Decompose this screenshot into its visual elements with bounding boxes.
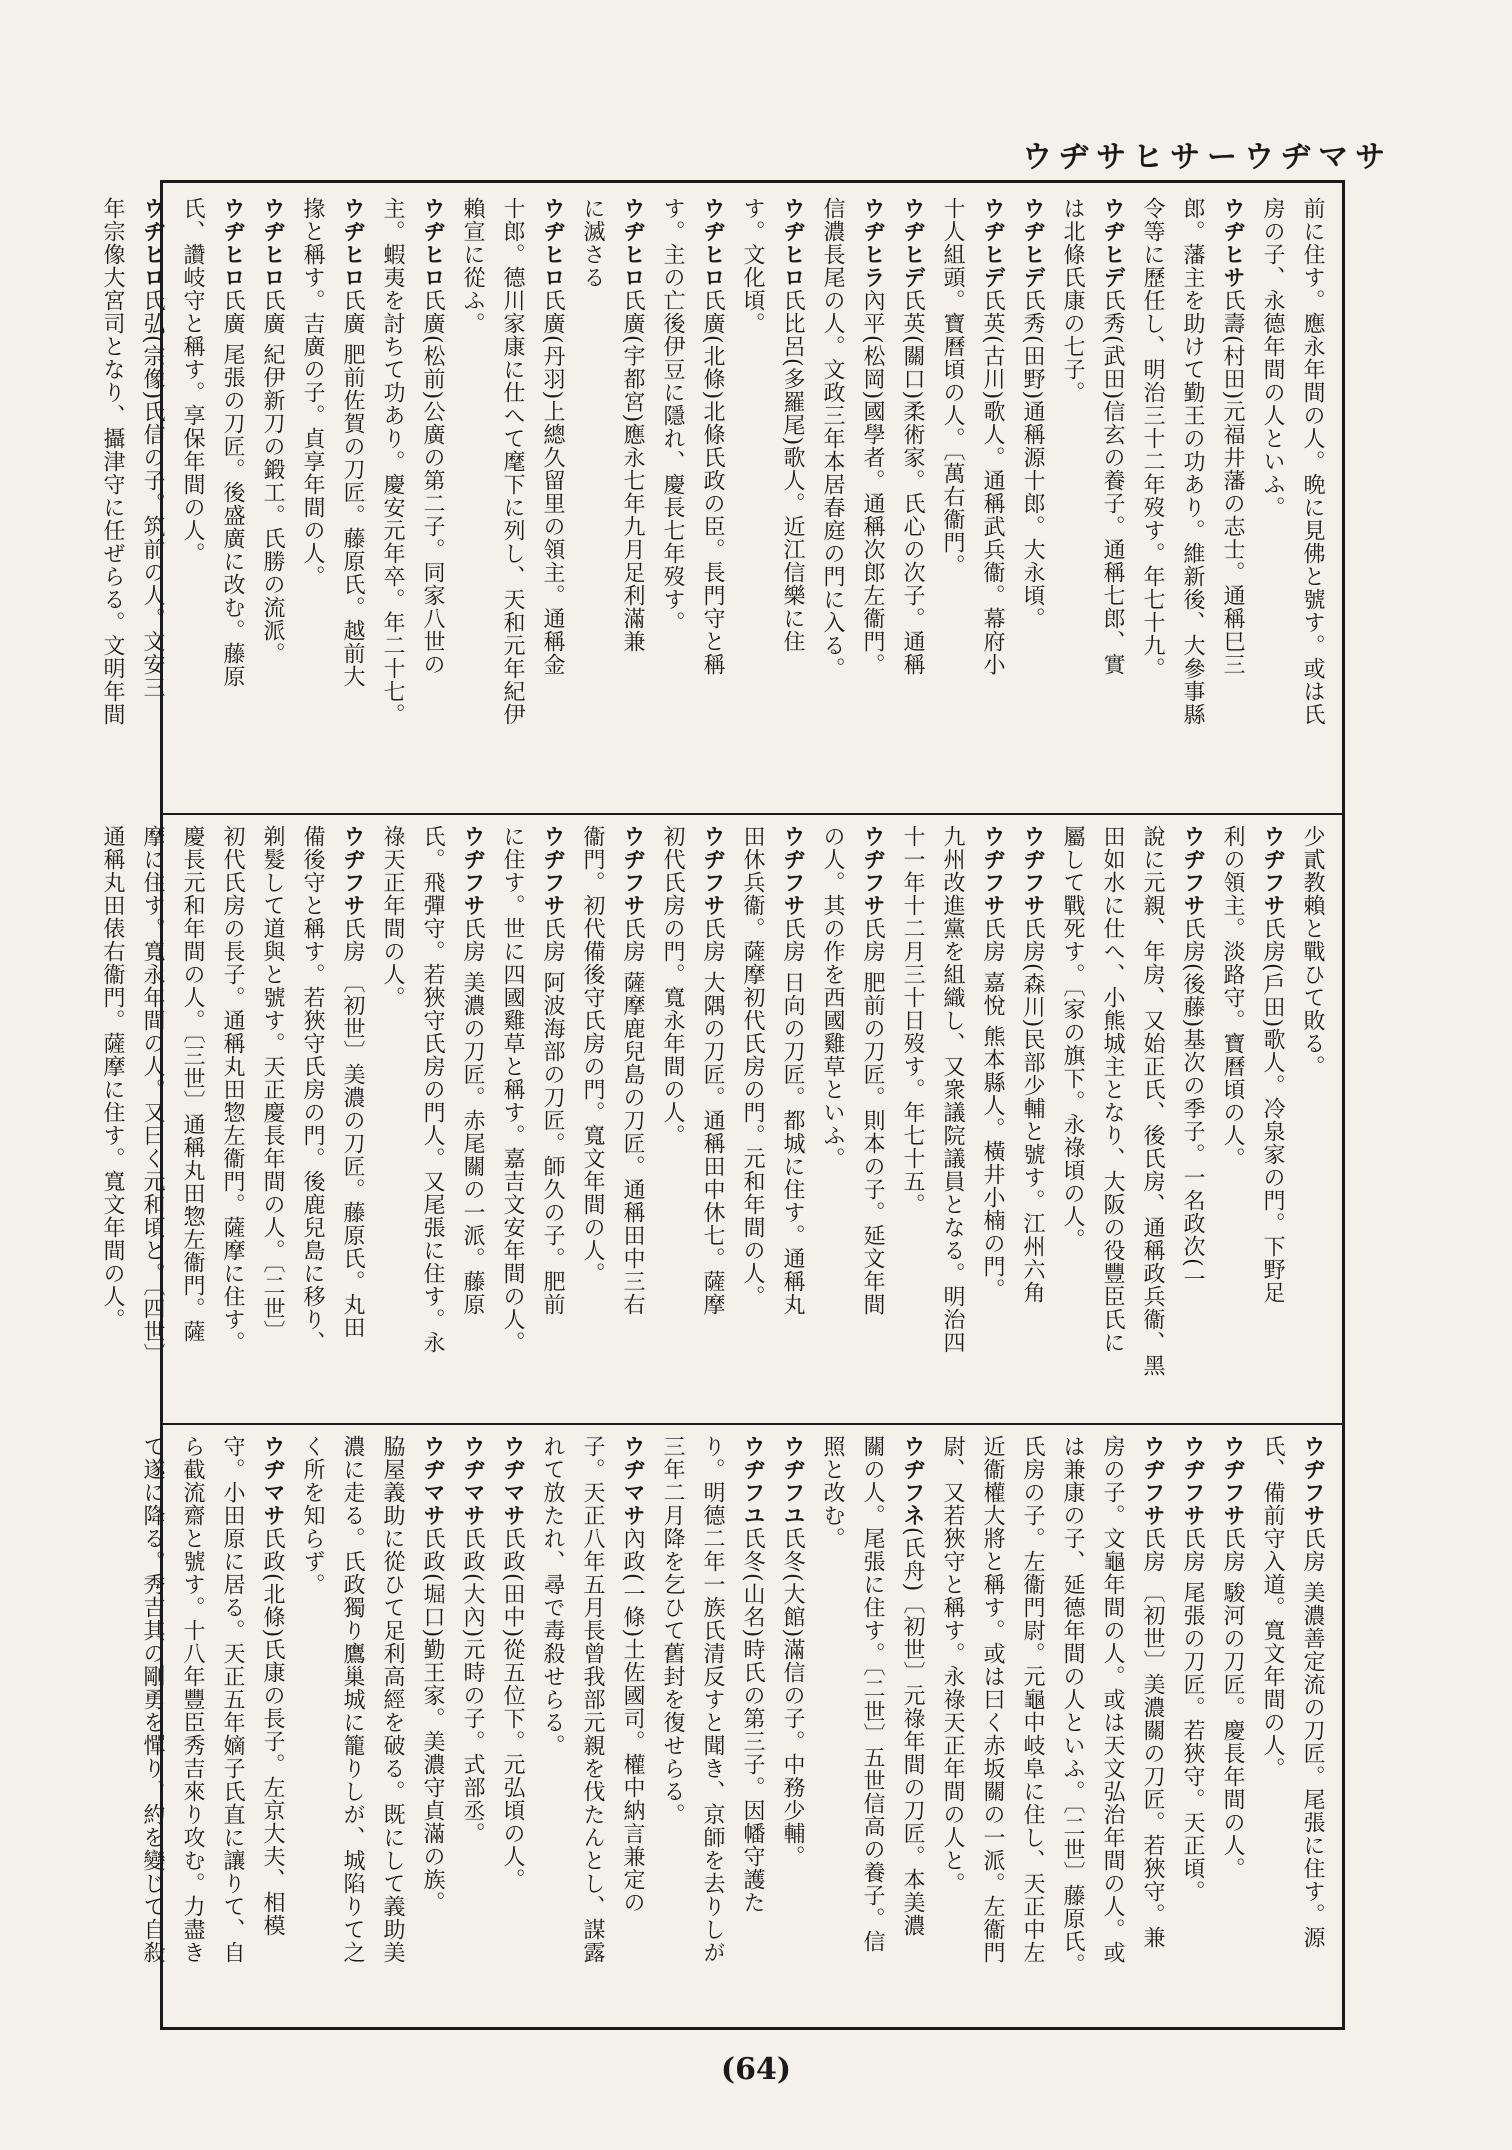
entry-reading: ウヂヒロ [540,197,565,289]
entry-column [534,197,570,801]
text-column [654,197,690,801]
section-divider [163,1423,1342,1425]
entry-text: 氏廣(松前)公廣の第二子。同家八世の [420,289,445,677]
text-column [974,1435,1010,2021]
entry-text: の人。其の作を西國雞草といふ。 [820,825,845,1170]
entry-reading: ウヂヒデ [1100,197,1125,289]
entry-text: 尉、又若狹守と稱す。永祿天正年間の人と。 [940,1435,965,1895]
entry-text: 氏比呂(多羅尾)歌人。近江信樂に住 [780,289,805,654]
entry-column [894,197,930,801]
entry-text: ら截流齋と號す。十八年豐臣秀吉來り攻む。力盡き [180,1435,205,1964]
entry-column [1134,1435,1170,2021]
entry-text: に滅さる [580,197,605,289]
entry-reading: ウヂフサ [1180,825,1205,917]
entry-text: 初代氏房の長子。通稱丸田惣左衞門。薩摩に住す。 [220,825,245,1354]
entry-column [734,1435,770,2021]
text-column [1054,825,1090,1411]
text-column [254,825,290,1411]
text-column [814,825,850,1411]
entry-column [1294,1435,1330,2021]
entry-text: 說に元親、年房、又始正氏、後氏房、通稱政兵衞、黑 [1140,825,1165,1377]
entry-text: 氏廣(丹羽)上總久留里の領主。通稱金 [540,289,565,677]
text-column [934,825,970,1411]
entry-reading: ウヂヒロ [140,197,165,289]
page-number: (64) [720,2052,792,2087]
text-column [1174,197,1210,801]
entry-column [974,197,1010,801]
entry-text: 房の子。文龜年間の人。或は天文弘治年間の人。或 [1100,1435,1125,1964]
entry-text: 慶長元和年間の人。〔三世〕通稱丸田惣左衞門。薩 [180,825,205,1343]
entry-column [1214,197,1250,801]
entry-text: (氏舟)〔初世〕元祿年間の刀匠。本美濃 [900,1527,925,1938]
entry-reading: ウヂフサ [860,825,885,917]
entry-reading: ウヂフサ [540,825,565,917]
entry-column [254,197,290,801]
entry-text: 令等に歷任し、明治三十二年歿す。年七十九。 [1140,197,1165,680]
entry-text: 氏政(田中)從五位下。元弘頃の人。 [500,1527,525,1892]
entry-text: 氏房(後藤)基次の季子。一名政次(一 [1180,917,1205,1291]
entry-text: 屬して戰死す。〔家の旗下。永祿頃の人。 [1060,825,1085,1251]
entry-text: 氏英(關口)柔術家。氏心の次子。通稱 [900,289,925,677]
entry-text: 初代氏房の門。寬永年間の人。 [660,825,685,1147]
entry-text: 氏房 日向の刀匠。都城に住す。通稱丸 [780,917,805,1316]
entry-text: 剃髮して道與と號す。天正慶長年間の人。〔二世〕 [260,825,285,1343]
text-column [574,825,610,1411]
text-column [494,197,530,801]
entry-column [454,825,490,1411]
text-column [854,1435,890,2021]
entry-reading: ウヂヒロ [260,197,285,289]
text-column [934,197,970,801]
entry-text: 房の子、永德年間の人といふ。 [1260,197,1285,519]
entry-reading: ウヂフサ [1140,1435,1165,1527]
entry-column [614,1435,650,2021]
entry-reading: ウヂヒロ [340,197,365,289]
entry-reading: ウヂヒロ [620,197,645,289]
entry-column [774,197,810,801]
entry-text: 氏房(森川)民部少輔と號す。江州六角 [1020,917,1045,1305]
text-column [814,197,850,801]
entry-reading: ウヂヒデ [900,197,925,289]
entry-column [534,825,570,1411]
entry-text: 氏房 嘉悅 熊本縣人。橫井小楠の門。 [980,917,1005,1301]
entry-column [1174,1435,1210,2021]
text-column [374,1435,410,2021]
entry-text: 氏冬(大館)滿信の子。中務少輔。 [780,1527,805,1869]
entry-text: 氏政(大內)元時の子。式部丞。 [460,1527,485,1846]
entry-reading: ウヂヒロ [780,197,805,289]
entry-text: 氏弘(宗像)氏信の子。筑前の人。文安三 [140,289,165,700]
running-head: ウヂサヒサーウヂマサ [1022,140,1392,175]
text-column [174,825,210,1411]
entry-text: 氏廣(宇都宮)應永七年九月足利滿兼 [620,289,645,654]
text-column [134,1435,170,2021]
entry-text: 近衞權大將と稱す。或は曰く赤坂關の一派。左衞門 [980,1435,1005,1964]
entry-text: 氏壽(村田)元福井藩の志士。通稱巳三 [1220,289,1245,677]
entry-text: 氏秀(武田)信玄の養子。通稱七郎、實 [1100,289,1125,677]
text-column [814,1435,850,2021]
entry-reading: ウヂヒサ [1220,197,1245,289]
entry-column [454,1435,490,2021]
entry-text: 氏房 美濃の刀匠。赤尾關の一派。藤原 [460,917,485,1316]
entry-reading: ウヂフサ [1180,1435,1205,1527]
entry-text: は兼康の子、延德年間の人といふ。〔二世〕藤原氏。 [1060,1435,1085,1976]
entry-reading: ウヂヒデ [1020,197,1045,289]
entry-text: 祿天正年間の人。 [380,825,405,1009]
text-column [294,1435,330,2021]
entry-text: 氏政(北條)氏康の長子。左京大夫、相模 [260,1527,285,1938]
entry-reading: ウヂマサ [620,1435,645,1527]
entry-reading: ウヂフサ [700,825,725,917]
entry-reading: ウヂフサ [1220,1435,1245,1527]
entry-text: 關の人。尾張に住す。〔二世〕五世信高の養子。信 [860,1435,885,1953]
entry-text: 照と改む。 [820,1435,845,1550]
entry-column [1094,197,1130,801]
text-column [334,1435,370,2021]
text-column [1294,825,1330,1411]
text-column [574,1435,610,2021]
text-column [654,1435,690,2021]
text-column [1094,825,1130,1411]
entry-text: す。文化頃。 [740,197,765,335]
entry-column [694,197,730,801]
entry-text: す。主の亡後伊豆に隱れ、慶長七年歿す。 [660,197,685,634]
entry-reading: ウヂフユ [740,1435,765,1527]
entry-text: 氏房 〔初世〕美濃關の刀匠。若狹守。兼 [1140,1527,1165,1949]
entry-text: 氏秀(田野)通稱源十郎。大永頃。 [1020,289,1045,631]
entry-text: 氏房 美濃善定流の刀匠。尾張に住す。源 [1300,1527,1325,1949]
entry-text: 郎。藩主を助けて勤王の功あり。維新後、大參事縣 [1180,197,1205,726]
text-column [374,197,410,801]
text-column [174,197,210,801]
entry-text: 備後守と稱す。若狹守氏房の門。後鹿兒島に移り、 [300,825,325,1354]
entry-text: 氏房 薩摩鹿兒島の刀匠。通稱田中三右 [620,917,645,1316]
entry-reading: ウヂフユ [780,1435,805,1527]
entry-reading: ウヂフネ [900,1435,925,1527]
text-column [934,1435,970,2021]
entry-text: に住す。世に四國雞草と稱す。嘉吉文安年間の人。 [500,825,525,1354]
entry-reading: ウヂフサ [1300,1435,1325,1527]
text-column [454,197,490,801]
entry-text: 氏冬(山名)時氏の第三子。因幡守護た [740,1527,765,1915]
text-column [294,197,330,801]
entry-column [854,825,890,1411]
entry-reading: ウヂヒラ [860,197,885,289]
entry-text: 氏。飛彈守。若狹守氏房の門人。又尾張に住す。永 [420,825,445,1354]
text-column [1254,197,1290,801]
entry-text: 十郎。德川家康に仕へて麾下に列し、天和元年紀伊 [500,197,525,726]
entry-text: 氏房の子。左衞門尉。元龜中岐阜に住し、天正中左 [1020,1435,1045,1964]
entry-column [414,1435,450,2021]
entry-reading: ウヂフサ [460,825,485,917]
text-column [894,825,930,1411]
entry-text: 氏房 〔初世〕美濃の刀匠。藤原氏。丸田 [340,917,365,1339]
entry-reading: ウヂフサ [980,825,1005,917]
entry-column [614,825,650,1411]
text-column [734,825,770,1411]
entry-reading: ウヂフサ [620,825,645,917]
text-column [694,1435,730,2021]
entry-reading: ウヂフサ [1260,825,1285,917]
entry-text: 氏、備前守入道。寬文年間の人。 [1260,1435,1285,1780]
text-column [1094,1435,1130,2021]
text-column [1014,1435,1050,2021]
entry-text: は北條氏康の七子。 [1060,197,1085,404]
entry-text: 氏廣 肥前佐賀の刀匠。藤原氏。越前大 [340,289,365,688]
entry-text: て遂に降る。秀吉其の剛勇を憚り、約を變じて自殺 [140,1435,165,1964]
entry-column [1014,825,1050,1411]
entry-text: 摩に住す。寬永年間の人。又曰く元和頃と。〔四世〕 [140,825,165,1366]
entry-column [334,197,370,801]
entry-text: 氏房(戶田)歌人。冷泉家の門。下野足 [1260,917,1285,1305]
entry-text: 少貳教賴と戰ひて敗る。 [1300,825,1325,1078]
entry-column [1014,197,1050,801]
text-column [174,1435,210,2021]
entry-text: 年宗像大宮司となり、攝津守に任ぜらる。文明年間 [100,197,125,726]
text-column [534,1435,570,2021]
entry-text: 脇屋義助に從ひて足利高經を破る。既にして義助美 [380,1435,405,1964]
entry-reading: ウヂマサ [500,1435,525,1527]
text-column [1254,1435,1290,2021]
entry-column [854,197,890,801]
entry-text: 利の領主。淡路守。寶曆頃の人。 [1220,825,1245,1170]
entry-text: 九州改進黨を組織し、又衆議院議員となる。明治四 [940,825,965,1354]
entry-text: 氏房 駿河の刀匠。慶長年間の人。 [1220,1527,1245,1880]
text-column [214,825,250,1411]
entry-text: 十人組頭。寶曆頃の人。〔萬右衞門。 [940,197,965,577]
entry-column [1174,825,1210,1411]
entry-column [894,1435,930,2021]
entry-text: 十一年十二月三十日歿す。年七十五。 [900,825,925,1216]
entry-text: 氏房 大隅の刀匠。通稱田中休七。薩摩 [700,917,725,1316]
entry-reading: ウヂフサ [1020,825,1045,917]
entry-reading: ウヂヒデ [980,197,1005,289]
section-bottom [140,1435,1330,2021]
entry-text: 氏、讚岐守と稱す。享保年間の人。 [180,197,205,565]
entry-text: 氏廣(北條)北條氏政の臣。長門守と稱 [700,289,725,677]
entry-reading: ウヂフサ [780,825,805,917]
entry-column [614,197,650,801]
entry-column [334,825,370,1411]
entry-reading: ウヂヒロ [420,197,445,289]
text-column [134,825,170,1411]
section-middle [100,825,1330,1411]
entry-text: 內平(松岡)國學者。通稱次郎左衞門。 [860,289,885,677]
entry-text: れて放たれ、尋で毒殺せらる。 [540,1435,565,1757]
text-column [1054,197,1090,801]
entry-text: り。明德二年一族氏清反すと聞き、京師を去りしが [700,1435,725,1964]
entry-text: 氏房 肥前の刀匠。則本の子。延文年間 [860,917,885,1316]
text-column [94,197,130,801]
entry-column [214,197,250,801]
entry-text: 主。蝦夷を討ちて功あり。慶安元年卒。年二十七。 [380,197,405,726]
entry-text: 氏政(堀口)勤王家。美濃守貞滿の族。 [420,1527,445,1915]
entry-text: 田休兵衞。薩摩初代氏房の門。元和年間の人。 [740,825,765,1308]
entry-column [414,197,450,801]
entry-text: く所を知らず。 [300,1435,325,1596]
text-column [654,825,690,1411]
text-column [374,825,410,1411]
entry-text: 氏廣 紀伊新刀の鍛工。氏勝の流派。 [260,289,285,665]
entry-text: 氏房 阿波海部の刀匠。師久の子。肥前 [540,917,565,1316]
text-column [574,197,610,801]
entry-text: 內政(一條)土佐國司。權中納言兼定の [620,1527,645,1915]
entry-column [774,825,810,1411]
text-column [1134,197,1170,801]
entry-column [774,1435,810,2021]
entry-text: 衞門。初代備後守氏房の門。寬文年間の人。 [580,825,605,1285]
entry-reading: ウヂマサ [260,1435,285,1527]
entry-text: 田如水に仕へ、小熊城主となり、大阪の役豐臣氏に [1100,825,1125,1354]
entry-column [974,825,1010,1411]
entry-text: 前に住す。應永年間の人。晩に見佛と號す。或は氏 [1300,197,1325,726]
text-column [494,825,530,1411]
text-column [214,1435,250,2021]
section-divider [163,813,1342,815]
text-column [414,825,450,1411]
entry-text: 氏英(古川)歌人。通稱武兵衞。幕府小 [980,289,1005,677]
text-column [1134,825,1170,1411]
text-column [1214,825,1250,1411]
entry-text: 信濃長尾の人。文政三年本居春庭の門に入る。 [820,197,845,680]
entry-text: 通稱丸田俵右衞門。薩摩に住す。寬文年間の人。 [100,825,125,1331]
entry-text: 賴宣に從ふ。 [460,197,485,335]
entry-column [254,1435,290,2021]
entry-column [1214,1435,1250,2021]
entry-text: 子。天正八年五月長曾我部元親を伐たんとし、謀露 [580,1435,605,1964]
entry-column [134,197,170,801]
entry-column [1254,825,1290,1411]
entry-text: 氏房 尾張の刀匠。若狹守。天正頃。 [1180,1527,1205,1903]
entry-reading: ウヂヒロ [220,197,245,289]
text-column [1054,1435,1090,2021]
entry-reading: ウヂマサ [460,1435,485,1527]
entry-text: 掾と稱す。吉廣の子。貞享年間の人。 [300,197,325,588]
entry-reading: ウヂマサ [420,1435,445,1527]
entry-text: 濃に走る。氏政獨り鷹巢城に籠りしが、城陷りて之 [340,1435,365,1964]
entry-column [694,825,730,1411]
section-top [100,197,1330,801]
entry-reading: ウヂフサ [340,825,365,917]
text-column [94,825,130,1411]
entry-column [494,1435,530,2021]
entry-reading: ウヂヒロ [700,197,725,289]
text-column [1294,197,1330,801]
text-column [734,197,770,801]
text-frame [100,180,1345,2030]
entry-text: 守。小田原に居る。天正五年嫡子氏直に讓りて、自 [220,1435,245,1964]
entry-text: 氏廣 尾張の刀匠。後盛廣に改む。藤原 [220,289,245,688]
text-column [294,825,330,1411]
entry-text: 三年二月降を乞ひて舊封を復せらる。 [660,1435,685,1826]
